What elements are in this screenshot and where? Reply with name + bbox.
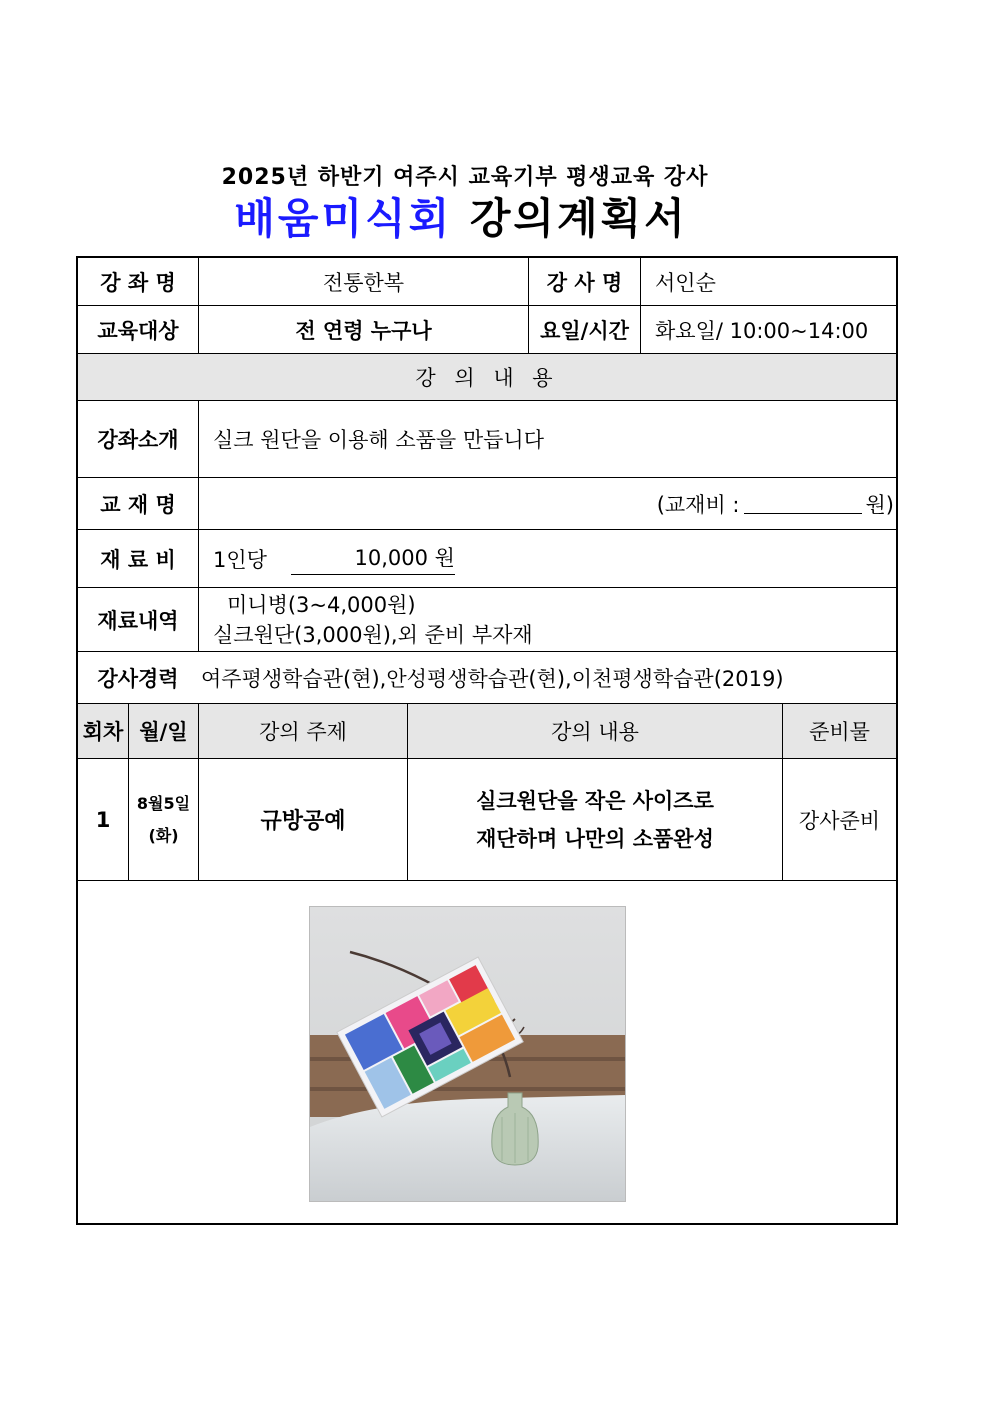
- title-highlight: 배움미식회: [234, 194, 453, 243]
- content-header: 강 의 내 용: [415, 366, 559, 390]
- materials-line-1: 미니병(3~4,000원): [227, 592, 416, 617]
- document-title: [0, 186, 922, 246]
- subtitle: 2025년 하반기 여주시 교육기부 평생교육 강사: [221, 165, 709, 190]
- intro-value: 실크 원단을 이용해 소품을 만듭니다: [213, 428, 544, 452]
- schedule-label: 요일/시간: [540, 318, 629, 343]
- row-content: [408, 759, 782, 880]
- course-name-value: 전통한복: [322, 270, 405, 295]
- textbook-fee-prefix: (교재비 :: [656, 492, 740, 517]
- instructor-label: 강 사 명: [546, 270, 623, 295]
- session-header: 회차: [82, 720, 124, 744]
- row-date-line-1: 8월5일: [136, 793, 191, 813]
- textbook-fee: [199, 478, 896, 529]
- content-column-header: 강의 내용: [551, 720, 639, 744]
- row-content-line-1: 실크원단을 작은 사이즈로: [476, 788, 714, 813]
- material-fee-label: 재 료 비: [100, 547, 176, 572]
- textbook-fee-suffix: 원): [865, 492, 894, 517]
- row-topic: 규방공예: [260, 809, 346, 834]
- materials-line-2: 실크원단(3,000원),외 준비 부자재: [213, 622, 533, 647]
- materials-list: [199, 588, 896, 651]
- career-label: 강사경력: [97, 666, 179, 691]
- target-label: 교육대상: [97, 318, 179, 343]
- textbook-fee-blank: [744, 493, 862, 514]
- instructor-value: 서인순: [655, 270, 716, 295]
- materials-label: 재료내역: [97, 608, 179, 633]
- topic-header: 강의 주제: [259, 720, 347, 744]
- craft-photo: [309, 906, 626, 1202]
- prep-header: 준비물: [809, 720, 870, 744]
- intro-label: 강좌소개: [97, 428, 179, 452]
- row-date-line-2: (화): [148, 825, 179, 845]
- course-name-label: 강 좌 명: [100, 270, 176, 295]
- career-value: 여주평생학습관(현),안성평생학습관(현),이천평생학습관(2019): [201, 666, 784, 691]
- material-fee: [199, 530, 896, 587]
- date-header: 월/일: [139, 720, 188, 744]
- row-date: [129, 759, 198, 880]
- craft-photo-illustration: [310, 907, 626, 1202]
- textbook-label: 교 재 명: [100, 492, 176, 517]
- row-prep: 강사준비: [798, 808, 881, 833]
- material-fee-value: 10,000 원: [291, 542, 455, 575]
- row-content-line-2: 재단하며 나만의 소품완성: [476, 826, 714, 851]
- material-fee-prefix: 1인당: [213, 547, 267, 572]
- schedule-value: 화요일/ 10:00~14:00: [655, 318, 869, 343]
- target-value: 전 연령 누구나: [295, 318, 432, 343]
- row-session: 1: [95, 807, 111, 832]
- title-rest: 강의계획서: [469, 194, 688, 243]
